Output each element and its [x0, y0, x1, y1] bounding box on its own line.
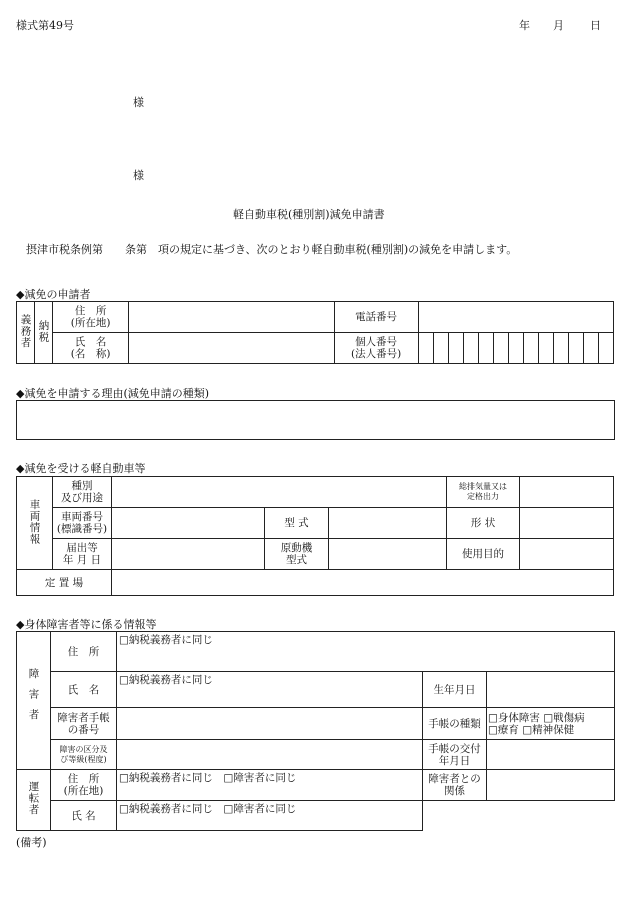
- disabled-name-same-checkbox[interactable]: □納税義務者に同じ: [119, 674, 213, 686]
- date-month-label: 月: [553, 19, 564, 32]
- name-label: 氏 名: [74, 336, 107, 348]
- registration-date-label-cell: [53, 539, 112, 570]
- engine-model-label-cell: [265, 539, 329, 570]
- driver-name-same-taxpayer-checkbox[interactable]: □納税義務者に同じ: [119, 803, 213, 815]
- disabled-person-label: 障害者: [27, 668, 40, 730]
- disabled-address-label: 住 所: [51, 632, 117, 672]
- driver-address-same-disabled-checkbox[interactable]: □障害者に同じ: [223, 772, 297, 784]
- obligor-label-cell: [17, 302, 35, 364]
- applicant-address-field[interactable]: [129, 302, 334, 333]
- physical-disability-checkbox[interactable]: □身体障害: [488, 711, 540, 724]
- address-sub-label: (所在地): [70, 317, 111, 329]
- driver-label-cell: [17, 770, 51, 831]
- model-field[interactable]: [329, 508, 447, 539]
- issue-date-field[interactable]: [487, 740, 615, 770]
- plate-number-field[interactable]: [112, 508, 265, 539]
- notebook-type-options: [487, 708, 615, 740]
- plate-sub-label: (標識番号): [56, 523, 108, 535]
- war-injury-checkbox[interactable]: □戦傷病: [543, 711, 585, 724]
- applicant-heading: ◆減免の申請者: [16, 288, 91, 301]
- driver-location-label: (所在地): [63, 785, 104, 797]
- addressee-suffix-1: 様: [133, 96, 144, 109]
- displacement-field[interactable]: [520, 477, 614, 508]
- driver-address-field[interactable]: [117, 770, 423, 801]
- name-sub-label: (名 称): [70, 348, 111, 360]
- taxpayer-label: 納税: [37, 319, 50, 343]
- purpose-label: 使用目的: [447, 539, 520, 570]
- disabled-name-label: 氏 名: [51, 672, 117, 708]
- plate-label: 車両番号: [61, 511, 103, 523]
- purpose-field[interactable]: [520, 539, 614, 570]
- notebook-type-label: 手帳の種類: [423, 708, 487, 740]
- disabled-address-field[interactable]: [117, 632, 615, 672]
- disability-grade-field[interactable]: [117, 740, 423, 770]
- relation-field[interactable]: [487, 770, 615, 801]
- taxpayer-label-cell: [35, 302, 53, 364]
- personal-number-label-cell: [334, 333, 418, 364]
- addressee-suffix-2: 様: [133, 169, 144, 182]
- driver-name-label: 氏 名: [51, 801, 117, 831]
- driver-name-field[interactable]: [117, 801, 423, 831]
- corporate-number-label: (法人番号): [350, 348, 402, 360]
- date-day-label: 日: [590, 19, 601, 32]
- mental-health-checkbox[interactable]: □精神保健: [522, 723, 575, 736]
- disability-grade-label: び等級(程度): [60, 754, 107, 764]
- registration-label: 届出等: [66, 542, 98, 554]
- applicant-phone-field[interactable]: [418, 302, 613, 333]
- disabled-address-same-checkbox[interactable]: □納税義務者に同じ: [119, 634, 213, 646]
- vehicle-heading: ◆減免を受ける軽自動車等: [16, 462, 146, 475]
- notebook-label: 障害者手帳: [57, 711, 110, 724]
- relation-sub-label: 関係: [444, 785, 465, 797]
- obligor-label: 義務者: [19, 313, 32, 349]
- driver-address-same-taxpayer-checkbox[interactable]: □納税義務者に同じ: [119, 772, 213, 784]
- form-number: 様式第49号: [16, 19, 74, 32]
- date-year-label: 年: [519, 19, 530, 32]
- reason-heading: ◆減免を申請する理由(減免申請の種類): [16, 387, 210, 400]
- phone-label: 電話番号: [334, 302, 418, 333]
- driver-name-same-disabled-checkbox[interactable]: □障害者に同じ: [223, 803, 297, 815]
- relation-label: 障害者との: [428, 773, 481, 785]
- intro-statement: 摂津市税条例第 条第 項の規定に基づき、次のとおり軽自動車税(種別割)の減免を申請します。: [26, 243, 518, 256]
- registration-date-label: 年 月 日: [62, 554, 102, 566]
- applicant-table: [16, 301, 614, 364]
- issue-date-label: 年月日: [438, 754, 471, 767]
- engine-model-label: 型式: [286, 554, 307, 566]
- relation-label-cell: [423, 770, 487, 801]
- reason-field[interactable]: [16, 400, 615, 440]
- storage-location-field[interactable]: [112, 570, 614, 596]
- notebook-number-label-cell: [51, 708, 117, 740]
- vehicle-info-label-cell: [17, 477, 53, 570]
- address-label-cell: [53, 302, 129, 333]
- engine-model-field[interactable]: [329, 539, 447, 570]
- birthdate-label: 生年月日: [423, 672, 487, 708]
- type-use-label-cell: [53, 477, 112, 508]
- empty-cell: [423, 801, 615, 831]
- shape-label: 形 状: [447, 508, 520, 539]
- remarks-label: (備考): [16, 836, 47, 849]
- disability-category-label: 障害の区分及: [59, 744, 108, 754]
- personal-number-field[interactable]: [418, 333, 613, 364]
- page-title: 軽自動車税(種別割)減免申請書: [233, 208, 385, 221]
- shape-field[interactable]: [520, 508, 614, 539]
- vehicle-info-label: 車両情報: [28, 498, 41, 545]
- displacement-label: 総排気量又は: [459, 482, 508, 491]
- name-label-cell: [53, 333, 129, 364]
- storage-location-label: 定 置 場: [17, 570, 112, 596]
- notebook-number-field[interactable]: [117, 708, 423, 740]
- registration-date-field[interactable]: [112, 539, 265, 570]
- driver-address-label: 住 所: [67, 773, 100, 785]
- disabled-person-label-cell: [17, 632, 51, 770]
- driver-address-label-cell: [51, 770, 117, 801]
- notebook-number-label: の番号: [67, 723, 100, 736]
- plate-label-cell: [53, 508, 112, 539]
- disability-table: [16, 631, 615, 831]
- engine-label: 原動機: [280, 542, 313, 554]
- birthdate-field[interactable]: [487, 672, 615, 708]
- use-label: 及び用途: [61, 492, 103, 504]
- rated-output-label: 定格出力: [467, 492, 500, 501]
- applicant-name-field[interactable]: [129, 333, 334, 364]
- rehabilitation-checkbox[interactable]: □療育: [488, 723, 519, 736]
- issue-label: 手帳の交付: [428, 742, 481, 755]
- type-label: 種別: [71, 480, 93, 492]
- disability-grade-label-cell: [51, 740, 117, 770]
- disability-heading: ◆身体障害者等に係る情報等: [16, 618, 157, 631]
- displacement-label-cell: [447, 477, 520, 508]
- address-label: 住 所: [74, 305, 107, 317]
- personal-number-label: 個人番号: [355, 336, 398, 348]
- driver-label: 運転者: [27, 781, 40, 816]
- model-label: 型 式: [265, 508, 329, 539]
- issue-date-label-cell: [423, 740, 487, 770]
- disabled-name-field[interactable]: [117, 672, 423, 708]
- type-use-field[interactable]: [112, 477, 447, 508]
- vehicle-table: [16, 476, 614, 596]
